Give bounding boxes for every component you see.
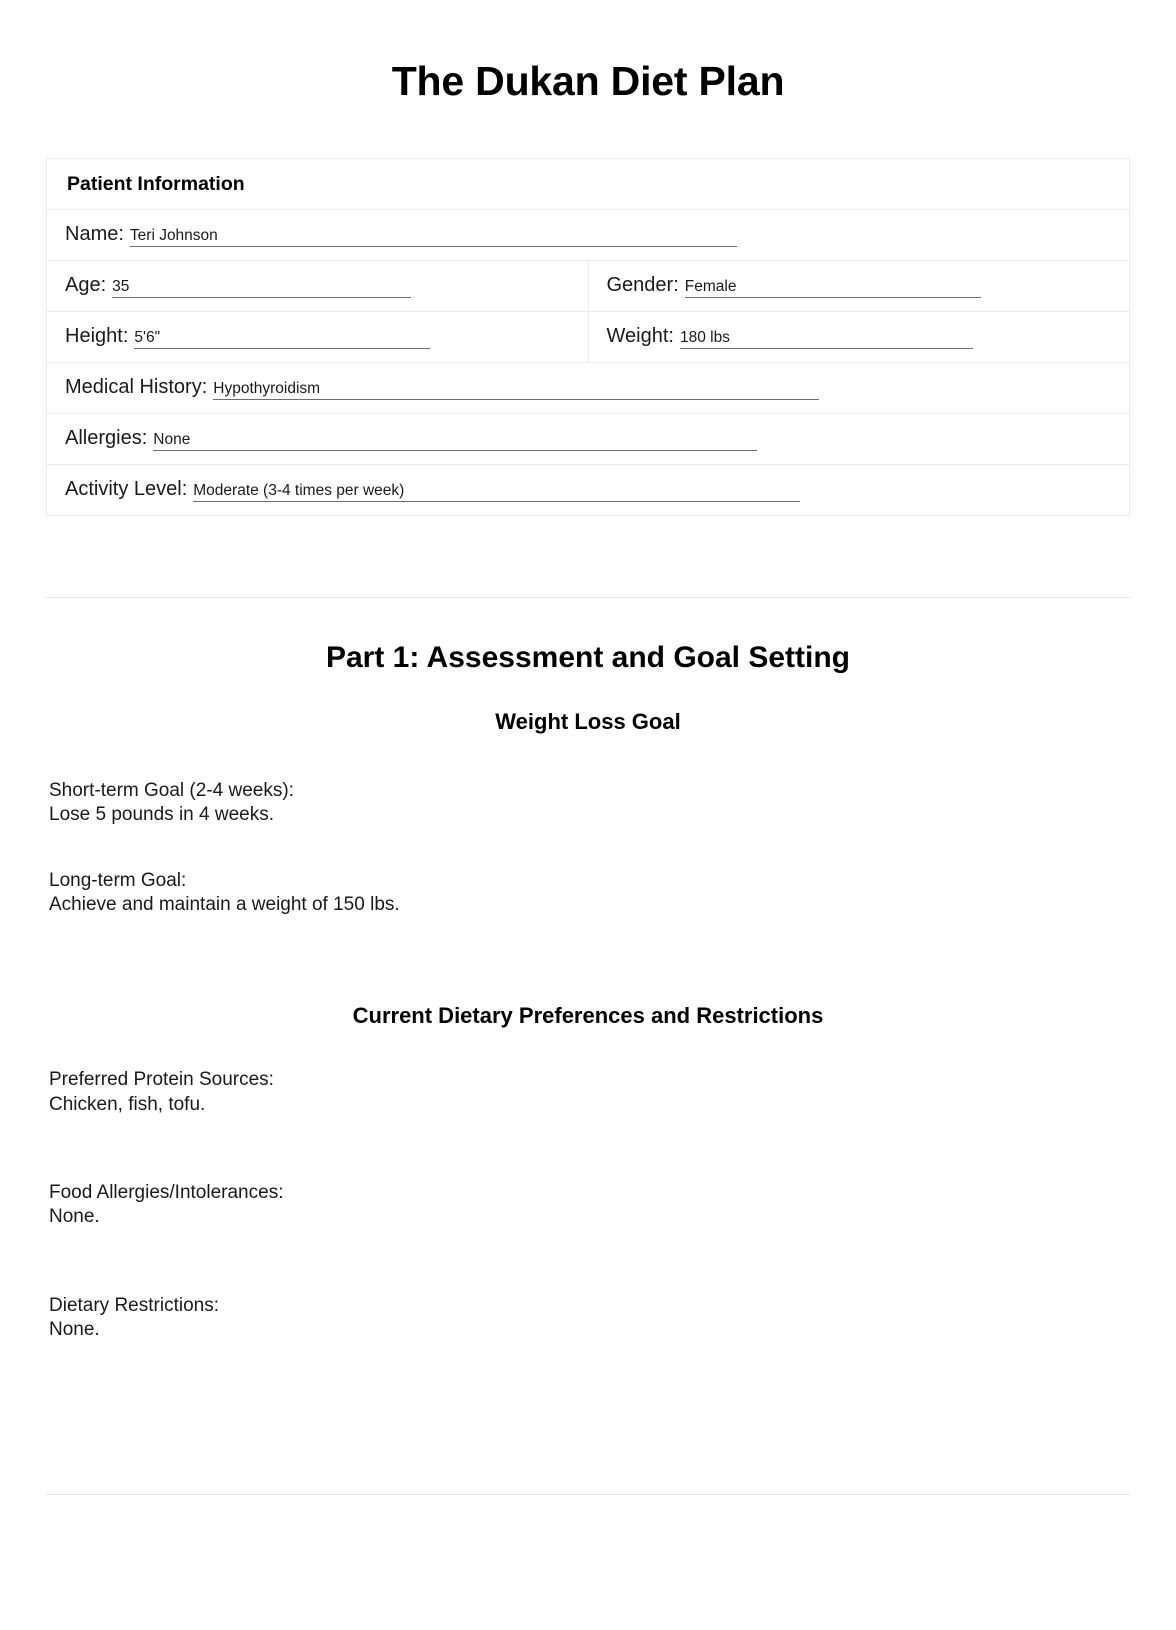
weight-label: Weight: bbox=[606, 324, 674, 347]
weight-input[interactable] bbox=[680, 329, 973, 350]
medical-history-value: Hypothyroidism bbox=[213, 379, 321, 397]
table-row bbox=[47, 465, 1130, 516]
age-value: 35 bbox=[112, 277, 130, 295]
dietary-restrictions-value: None. bbox=[49, 1318, 100, 1340]
short-term-goal-block bbox=[46, 735, 1130, 828]
preferred-protein-sources-label: Preferred Protein Sources: bbox=[49, 1069, 274, 1091]
name-field[interactable] bbox=[65, 223, 1111, 248]
height-input[interactable] bbox=[134, 329, 430, 350]
activity-level-input[interactable] bbox=[193, 482, 800, 503]
gender-value: Female bbox=[684, 277, 737, 295]
allergies-field-cell[interactable] bbox=[47, 414, 1130, 465]
age-field-cell[interactable] bbox=[47, 261, 589, 312]
section-divider-top bbox=[46, 597, 1130, 598]
height-field-cell[interactable] bbox=[47, 312, 589, 363]
allergies-input[interactable] bbox=[153, 431, 757, 452]
preferred-protein-sources-value: Chicken, fish, tofu. bbox=[49, 1093, 206, 1115]
food-allergies-value: None. bbox=[49, 1206, 100, 1228]
medical-history-field[interactable] bbox=[65, 376, 1111, 401]
name-value: Teri Johnson bbox=[129, 226, 218, 244]
table-row bbox=[47, 261, 1130, 312]
age-field[interactable] bbox=[65, 274, 570, 299]
age-label: Age: bbox=[65, 273, 107, 296]
short-term-goal-label: Short-term Goal (2-4 weeks): bbox=[49, 780, 294, 801]
page-title: The Dukan Diet Plan bbox=[391, 58, 785, 104]
allergies-label: Allergies: bbox=[65, 426, 148, 449]
weight-loss-goal-heading: Weight Loss Goal bbox=[495, 709, 681, 734]
section-divider-bottom bbox=[46, 1494, 1130, 1495]
gender-input[interactable] bbox=[685, 278, 981, 299]
age-input[interactable] bbox=[112, 278, 411, 299]
table-row bbox=[47, 414, 1130, 465]
name-label: Name: bbox=[65, 222, 124, 245]
long-term-goal-block bbox=[46, 828, 1130, 918]
table-row bbox=[47, 210, 1130, 261]
dietary-restrictions-block bbox=[46, 1230, 1130, 1343]
food-allergies-label: Food Allergies/Intolerances: bbox=[49, 1181, 284, 1203]
long-term-goal-value: Achieve and maintain a weight of 150 lbs. bbox=[49, 893, 400, 915]
medical-history-label: Medical History: bbox=[65, 375, 208, 398]
activity-level-field-cell[interactable] bbox=[47, 465, 1130, 516]
height-value: 5'6" bbox=[134, 328, 161, 346]
short-term-goal-value: Lose 5 pounds in 4 weeks. bbox=[49, 804, 274, 826]
name-input[interactable] bbox=[130, 227, 737, 248]
dietary-preferences-heading: Current Dietary Preferences and Restrictions bbox=[352, 1003, 824, 1029]
name-field-cell[interactable] bbox=[47, 210, 1130, 261]
preferred-protein-sources-block bbox=[46, 1029, 1130, 1117]
medical-history-input[interactable] bbox=[213, 380, 819, 401]
food-allergies-block bbox=[46, 1117, 1130, 1230]
gender-field[interactable] bbox=[607, 274, 1112, 299]
weight-field-cell[interactable] bbox=[588, 312, 1130, 363]
allergies-value: None bbox=[153, 430, 191, 448]
gender-field-cell[interactable] bbox=[588, 261, 1130, 312]
height-label: Height: bbox=[65, 324, 129, 347]
table-row bbox=[47, 363, 1130, 414]
activity-level-field[interactable] bbox=[65, 478, 1111, 503]
activity-level-value: Moderate (3-4 times per week) bbox=[193, 481, 405, 499]
table-row bbox=[47, 312, 1130, 363]
medical-history-field-cell[interactable] bbox=[47, 363, 1130, 414]
activity-level-label: Activity Level: bbox=[65, 477, 188, 500]
part-1-title: Part 1: Assessment and Goal Setting bbox=[325, 641, 851, 674]
long-term-goal-label: Long-term Goal: bbox=[49, 869, 187, 891]
allergies-field[interactable] bbox=[65, 427, 1111, 452]
table-row bbox=[47, 159, 1130, 210]
patient-information-table bbox=[46, 158, 1130, 516]
gender-label: Gender: bbox=[606, 273, 679, 296]
dietary-restrictions-label: Dietary Restrictions: bbox=[49, 1294, 219, 1316]
height-field[interactable] bbox=[65, 325, 570, 350]
weight-field[interactable] bbox=[607, 325, 1112, 350]
patient-information-heading: Patient Information bbox=[47, 159, 1130, 210]
weight-value: 180 lbs bbox=[679, 328, 730, 346]
